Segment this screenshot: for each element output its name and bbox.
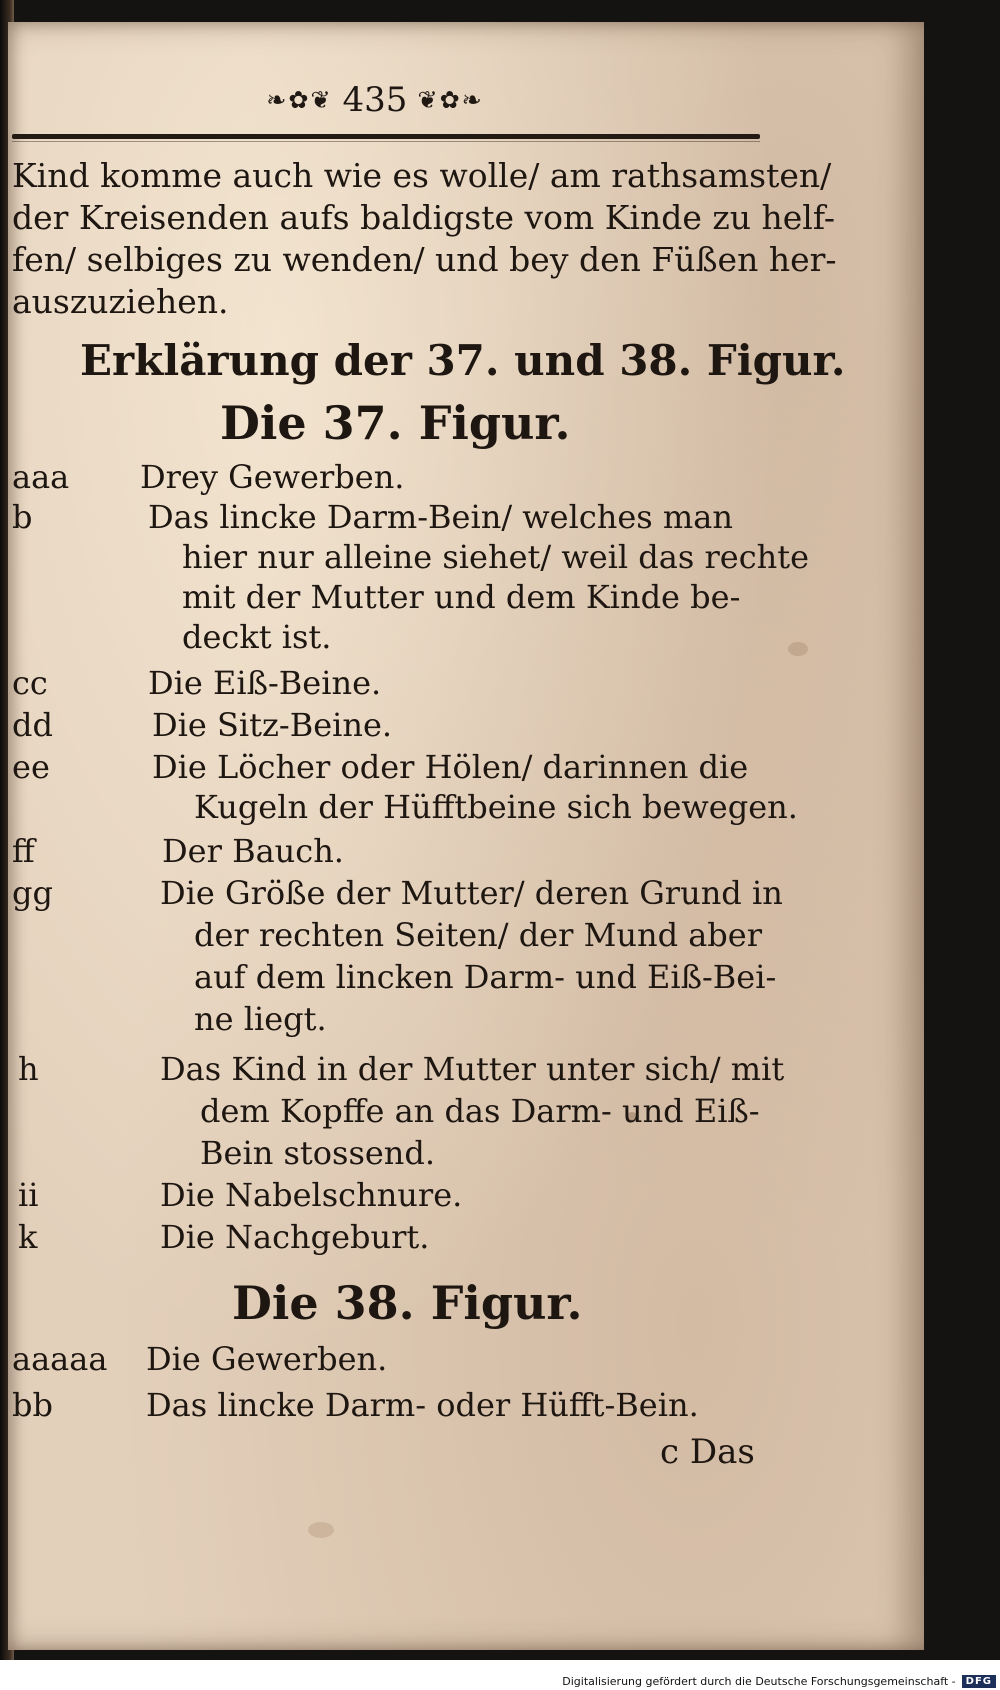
entry-text: der rechten Seiten/ der Mund aber <box>194 916 763 954</box>
entry-text: Das Kind in der Mutter unter sich/ mit <box>160 1050 785 1088</box>
footer-credit: Digitalisierung gefördert durch die Deutsche Forschungsgemeinschaft - <box>562 1674 956 1688</box>
entry-key: h <box>18 1050 39 1088</box>
running-head <box>210 78 540 122</box>
ornament-left: ❧✿❦ <box>266 86 333 114</box>
footer <box>0 1672 1000 1690</box>
figure-38-heading: Die 38. Figur. <box>232 1276 583 1330</box>
entry-text: auf dem lincken Darm- und Eiß-Bei- <box>194 958 777 996</box>
header-rule-thin <box>12 141 760 142</box>
entry-key: aaa <box>12 458 70 496</box>
entry-text: Bein stossend. <box>200 1134 436 1172</box>
section-heading: Erklärung der 37. und 38. Figur. <box>80 336 846 385</box>
entry-text: Der Bauch. <box>162 832 344 870</box>
paper-stain <box>788 642 808 656</box>
paper-stain <box>308 1522 334 1538</box>
entry-text: Kugeln der Hüfftbeine sich bewegen. <box>194 788 798 826</box>
entry-text: dem Kopffe an das Darm- und Eiß- <box>200 1092 760 1130</box>
header-rule <box>12 134 760 139</box>
entry-text: ne liegt. <box>194 1000 327 1038</box>
entry-text: mit der Mutter und dem Kinde be- <box>182 578 741 616</box>
intro-line: fen/ selbiges zu wenden/ und bey den Füßen her- <box>12 240 837 279</box>
entry-key: bb <box>12 1386 53 1424</box>
catchword: c Das <box>660 1432 755 1472</box>
entry-text: Das lincke Darm- oder Hüfft-Bein. <box>146 1386 699 1424</box>
intro-line: der Kreisenden aufs baldigste vom Kinde zu helf- <box>12 198 836 237</box>
entry-text: Die Nabelschnure. <box>160 1176 463 1214</box>
ornament-right: ❦✿❧ <box>417 86 484 114</box>
entry-text: Das lincke Darm-Bein/ welches man <box>148 498 733 536</box>
entry-text: Die Größe der Mutter/ deren Grund in <box>160 874 783 912</box>
entry-text: Die Sitz-Beine. <box>152 706 393 744</box>
page-number: 435 <box>342 80 408 120</box>
entry-text: Die Löcher oder Hölen/ darinnen die <box>152 748 749 786</box>
entry-key: ii <box>18 1176 39 1214</box>
intro-line: Kind komme auch wie es wolle/ am rathsamsten/ <box>12 156 832 195</box>
entry-text: Die Eiß-Beine. <box>148 664 382 702</box>
dfg-logo[interactable]: DFG <box>962 1675 996 1688</box>
intro-line: auszuziehen. <box>12 282 229 321</box>
figure-37-heading: Die 37. Figur. <box>220 396 571 450</box>
entry-key: aaaaa <box>12 1340 108 1378</box>
entry-key: dd <box>12 706 53 744</box>
entry-key: k <box>18 1218 38 1256</box>
entry-key: b <box>12 498 33 536</box>
entry-text: Drey Gewerben. <box>140 458 405 496</box>
entry-text: deckt ist. <box>182 618 332 656</box>
entry-key: cc <box>12 664 48 702</box>
entry-key: ff <box>12 832 35 870</box>
entry-key: ee <box>12 748 50 786</box>
entry-text: Die Nachgeburt. <box>160 1218 430 1256</box>
entry-text: Die Gewerben. <box>146 1340 388 1378</box>
entry-text: hier nur alleine siehet/ weil das rechte <box>182 538 810 576</box>
entry-key: gg <box>12 874 53 912</box>
